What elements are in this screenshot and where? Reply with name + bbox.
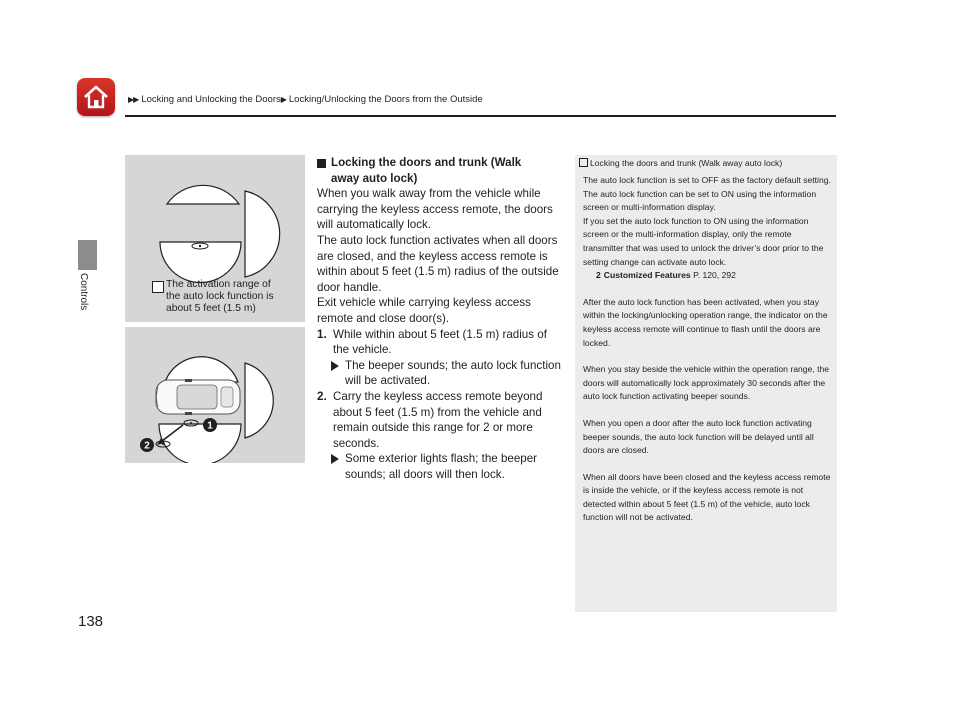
cross-reference-link[interactable]: 2 Customized Features P. 120, 292 (596, 270, 736, 281)
breadcrumb (128, 94, 483, 105)
step-number: 1. (317, 327, 327, 341)
car-icon (156, 379, 240, 415)
note-icon (579, 158, 588, 167)
note-paragraph: When all doors have been closed and the keyless access remote is inside the vehicle, or if the keyless access remote is not detected within about 5 feet (1.5 m) of the vehicle, auto lock function will not be activated. (583, 471, 831, 523)
note-paragraph: If you set the auto lock function to ON using the information screen or the multi-information display, only the remote transmitter that was used to unlock the driver’s door prior to the setting change can activate auto lock. (583, 215, 824, 267)
breadcrumb-link-outside[interactable]: Locking/Unlocking the Doors from the Outside (288, 94, 483, 105)
note-paragraph: The auto lock function is set to OFF as the factory default setting. The auto lock function can be set to ON using the information screen or multi-information display. (583, 175, 831, 213)
note-paragraph: After the auto lock function has been activated, when you stay within the locking/unlocking operation range, the indicator on the keyless access remote will continue to flash until the doors are locked. (583, 296, 828, 348)
step-1 (317, 327, 562, 358)
step-number: 2. (317, 389, 327, 403)
paragraph: Exit vehicle while carrying keyless access remote and close door(s). (317, 296, 531, 325)
svg-text:2: 2 (144, 440, 150, 452)
note-title: Locking the doors and trunk (Walk away auto lock) (579, 158, 782, 168)
breadcrumb-arrow-icon: ▶ (280, 95, 286, 104)
heading-square-icon (317, 159, 326, 168)
chapter-label: Controls (78, 273, 89, 311)
breadcrumb-link-locking[interactable]: Locking and Unlocking the Doors (141, 94, 281, 105)
svg-text:1: 1 (207, 420, 213, 432)
home-button[interactable] (77, 78, 115, 116)
paragraph: When you walk away from the vehicle while carrying the keyless access remote, the doors will automatically lock. (317, 187, 553, 232)
step-text: While within about 5 feet (1.5 m) radius of the vehicle. (333, 327, 547, 357)
step-1-result: The beeper sounds; the auto lock function will be activated. (317, 358, 562, 389)
section-heading: Locking the doors and trunk (Walk away auto lock) (317, 155, 562, 186)
reference-arrow-icon: 2 (596, 270, 601, 281)
range-legend-swatch (152, 281, 164, 293)
note-panel (575, 155, 837, 612)
result-arrow-icon (331, 361, 339, 371)
range-legend: The activation range of the auto lock function is about 5 feet (1.5 m) (166, 279, 274, 314)
callout-1 (203, 418, 217, 432)
walk-away-diagram (125, 327, 305, 463)
note-paragraph: When you stay beside the vehicle within the operation range, the doors will automatically lock approximately 30 seconds after the auto lock function activating beeper sounds. (583, 364, 830, 402)
step-2-result: Some exterior lights flash; the beeper sounds; all doors will then lock. (317, 451, 562, 482)
breadcrumb-arrow-icon: ▶▶ (128, 95, 139, 104)
step-text: Carry the keyless access remote beyond about 5 feet (1.5 m) from the vehicle and remain outside this range for 2 or more seconds. (333, 389, 543, 450)
chapter-tab[interactable] (78, 240, 97, 270)
result-arrow-icon (331, 454, 339, 464)
main-content (317, 155, 562, 482)
page-number: 138 (78, 613, 104, 630)
callout-2 (140, 438, 154, 452)
note-paragraph: When you open a door after the auto lock function activating beeper sounds, the auto lock function will be delayed until all doors are closed. (583, 417, 814, 456)
step-2 (317, 389, 562, 451)
header-rule (125, 115, 836, 117)
home-icon (82, 83, 110, 111)
paragraph: The auto lock function activates when all doors are closed, and the keyless access remote is within about 5 feet (1.5 m) radius of the outside door handle. (317, 233, 559, 294)
